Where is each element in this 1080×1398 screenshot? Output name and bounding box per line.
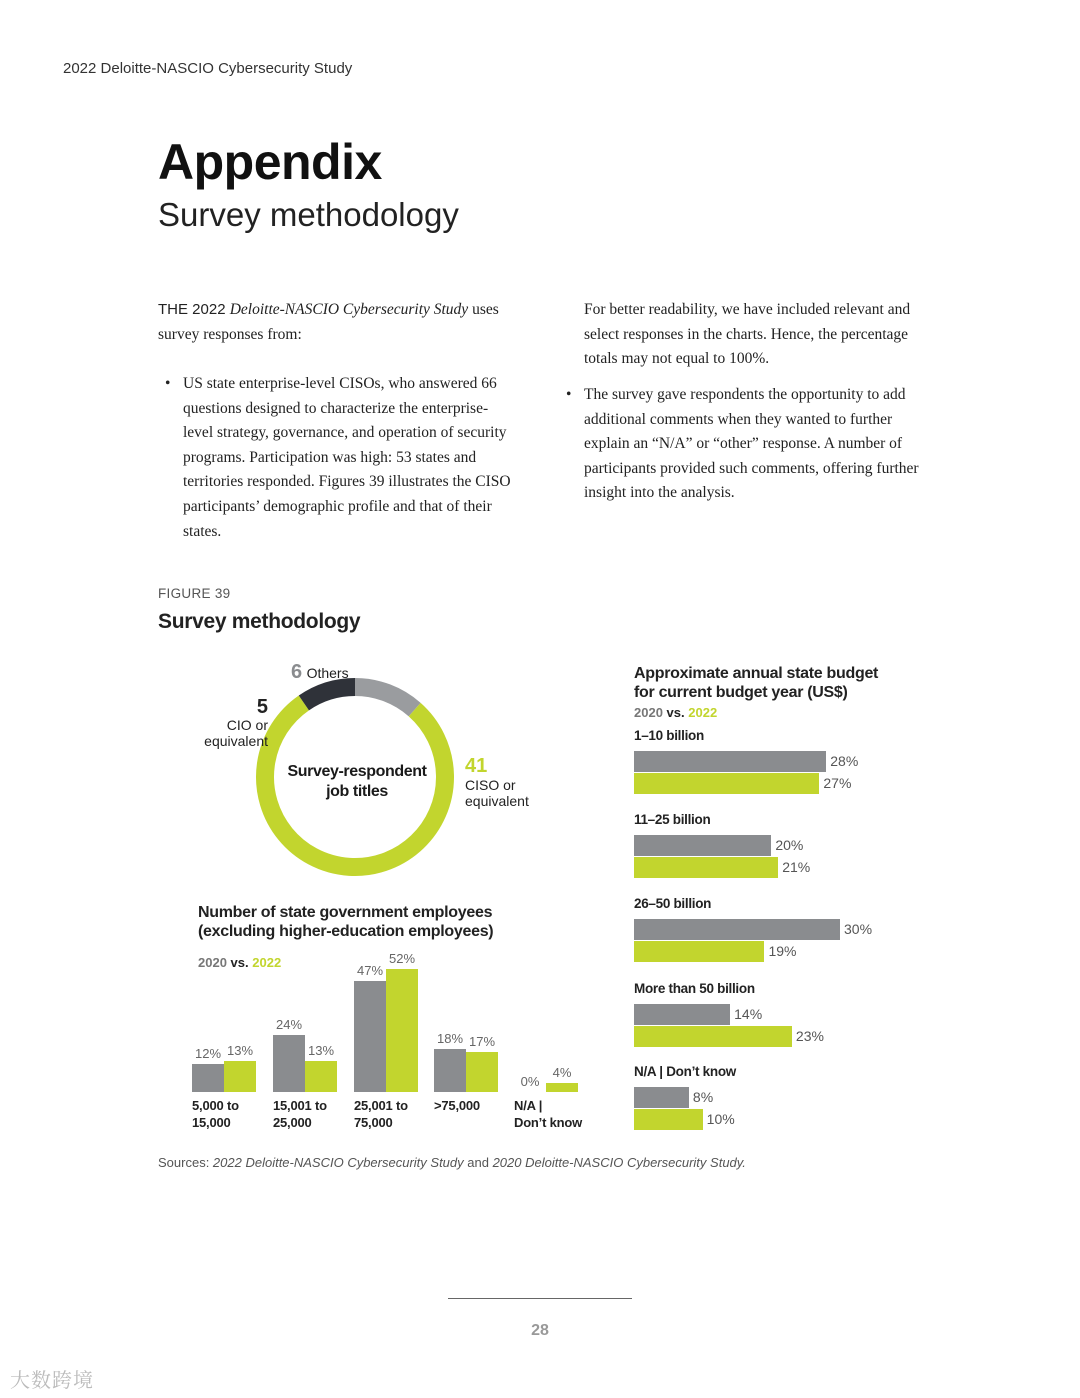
- employees-category-label: [192, 1097, 239, 1131]
- col1-bullet-list: [165, 372, 515, 544]
- budget-category-label: More than 50 billion: [634, 981, 755, 996]
- employees-bar-2022: [386, 969, 418, 1092]
- employees-bar-label: 13%: [226, 1043, 254, 1059]
- donut-center-line2: job titles: [326, 783, 388, 800]
- budget-bar-label: 30%: [844, 921, 873, 937]
- legend-2022: 2022: [252, 955, 282, 970]
- employees-bar-label: 13%: [307, 1043, 335, 1059]
- employees-category-line: 25,001 to: [354, 1098, 408, 1113]
- budget-bar-2022: [634, 1109, 703, 1130]
- donut-slice-others: [355, 687, 415, 710]
- employees-category-label: [434, 1097, 480, 1114]
- budget-bar-2020: [634, 919, 840, 940]
- watermark-logo: 大数跨境: [10, 1370, 94, 1392]
- employees-bar-2022: [305, 1061, 337, 1092]
- budget-bar-2020: [634, 751, 826, 772]
- others-callout: [291, 661, 349, 684]
- budget-category-label: 11–25 billion: [634, 812, 711, 827]
- employees-bar-label: 12%: [194, 1045, 222, 1061]
- employees-bar-2020: [273, 1035, 305, 1092]
- budget-bar-chart: [634, 728, 934, 1138]
- legend-vs: vs.: [230, 955, 249, 970]
- page-title: Appendix: [158, 134, 382, 190]
- bullet-dot: •: [566, 386, 572, 403]
- employees-bar-label: 47%: [356, 963, 384, 978]
- page-number: 28: [531, 1322, 549, 1339]
- budget-bar-label: 23%: [795, 1028, 824, 1044]
- employees-bar-2022: [546, 1083, 578, 1092]
- cio-value: 5: [256, 696, 268, 718]
- budget-bar-2022: [634, 773, 819, 794]
- donut-center-label: [262, 762, 452, 802]
- list-item: [165, 372, 515, 544]
- budget-title-line2: for current budget year (US$): [634, 684, 848, 701]
- employees-bar-2022: [466, 1052, 498, 1092]
- budget-category-label: 26–50 billion: [634, 896, 712, 911]
- budget-bar-label: 20%: [775, 837, 804, 853]
- ciso-label-line1: CISO or: [465, 777, 516, 793]
- employees-bar-label: 52%: [388, 951, 416, 967]
- footer-divider: [448, 1298, 632, 1299]
- legend-2020: 2020: [634, 705, 663, 720]
- list-item: [566, 383, 926, 506]
- ciso-callout: [465, 755, 529, 809]
- sources-and: and: [463, 1155, 493, 1170]
- budget-bar-2020: [634, 1004, 730, 1025]
- budget-bar-2022: [634, 1026, 792, 1047]
- cio-label-line1: CIO or: [226, 717, 268, 733]
- figure-label: FIGURE 39: [158, 586, 231, 601]
- employees-chart-title: [198, 903, 493, 941]
- source-2022: 2022 Deloitte-NASCIO Cybersecurity Study: [212, 1155, 464, 1170]
- employees-bar-label: 0%: [520, 1074, 540, 1089]
- bullet-text: US state enterprise-level CISOs, who answered 66 questions designed to characterize the enterprise-level strategy, governance, and operation of security programs. Participation was high: 53 states and territories responded. Figures 39 illustrates the CISO participants’ demographic profile and that of their states.: [183, 375, 511, 540]
- bullet-dot: •: [165, 375, 171, 392]
- figure-title: Survey methodology: [158, 610, 361, 633]
- donut-slice-cio: [304, 687, 355, 703]
- budget-bar-label: 10%: [706, 1111, 735, 1127]
- ciso-label-line2: equivalent: [465, 793, 529, 809]
- employees-category-line: 75,000: [354, 1115, 393, 1130]
- employees-category-line: Don’t know: [514, 1115, 583, 1130]
- employees-category-line: 5,000 to: [192, 1098, 239, 1113]
- source-2020: 2020 Deloitte-NASCIO Cybersecurity Study.: [492, 1155, 746, 1170]
- intro-study-name: Deloitte-NASCIO Cybersecurity Study: [229, 301, 469, 318]
- employees-bar-label: 4%: [552, 1064, 572, 1080]
- intro-lead: THE 2022: [158, 301, 230, 318]
- employees-bar-chart: [186, 940, 596, 1140]
- readability-paragraph: For better readability, we have included relevant and select responses in the charts. Hence, the percentage totals may not equal to 100%.: [584, 301, 911, 368]
- budget-bar-2022: [634, 857, 778, 878]
- employees-bar-2020: [192, 1064, 224, 1092]
- others-label: Others: [306, 665, 349, 681]
- employees-bar-2020: [354, 981, 386, 1092]
- budget-bar-label: 28%: [830, 753, 859, 769]
- budget-category-label: 1–10 billion: [634, 728, 704, 743]
- legend-2022: 2022: [688, 705, 718, 720]
- budget-legend: [634, 705, 717, 720]
- bullet-text: The survey gave respondents the opportunity to add additional comments when they wanted to further explain an “N/A” or “other” response. A number of participants provided such comments, offering further insight into the analysis.: [584, 386, 919, 502]
- page-subtitle: Survey methodology: [158, 196, 459, 233]
- employees-category-line: N/A |: [514, 1098, 543, 1113]
- budget-bar-2020: [634, 1087, 689, 1108]
- legend-2020: 2020: [198, 955, 227, 970]
- cio-callout: [168, 697, 268, 749]
- budget-bar-label: 19%: [768, 943, 797, 959]
- employees-title-line2: (excluding higher-education employees): [198, 923, 494, 940]
- col2-bullet-list: [566, 383, 926, 506]
- intro-paragraph: [158, 298, 518, 347]
- budget-bar-2020: [634, 835, 771, 856]
- donut-center-line1: Survey-respondent: [287, 763, 427, 780]
- employees-category-label: [354, 1097, 408, 1131]
- employees-bar-2022: [224, 1061, 256, 1092]
- employees-category-label: [273, 1097, 327, 1131]
- employees-title-line1: Number of state government employees: [198, 904, 493, 921]
- budget-bar-label: 21%: [782, 859, 811, 875]
- employees-category-label: [514, 1097, 582, 1131]
- budget-bar-label: 14%: [734, 1006, 763, 1022]
- employees-category-line: 15,000: [192, 1115, 231, 1130]
- others-value: 6: [291, 661, 303, 683]
- budget-bar-label: 8%: [692, 1089, 714, 1105]
- intro-rest: uses survey responses from:: [158, 301, 499, 343]
- employees-bar-label: 18%: [436, 1031, 464, 1047]
- employees-bar-label: 17%: [468, 1033, 496, 1049]
- budget-bar-2022: [634, 941, 764, 962]
- running-header: 2022 Deloitte-NASCIO Cybersecurity Study: [63, 60, 353, 77]
- budget-category-label: N/A | Don’t know: [634, 1064, 736, 1079]
- cio-label-line2: equivalent: [204, 733, 268, 749]
- employees-category-line: 15,001 to: [273, 1098, 327, 1113]
- budget-title-line1: Approximate annual state budget: [634, 665, 879, 682]
- employees-category-line: 25,000: [273, 1115, 312, 1130]
- employees-category-line: >75,000: [434, 1098, 480, 1113]
- budget-chart-title: [634, 664, 878, 702]
- legend-vs: vs.: [666, 705, 685, 720]
- sources-prefix: Sources:: [158, 1155, 213, 1170]
- sources-note: [158, 1155, 746, 1170]
- budget-bar-label: 27%: [823, 775, 852, 791]
- ciso-value: 41: [465, 755, 488, 777]
- employees-bar-label: 24%: [275, 1017, 303, 1033]
- employees-bar-2020: [434, 1049, 466, 1092]
